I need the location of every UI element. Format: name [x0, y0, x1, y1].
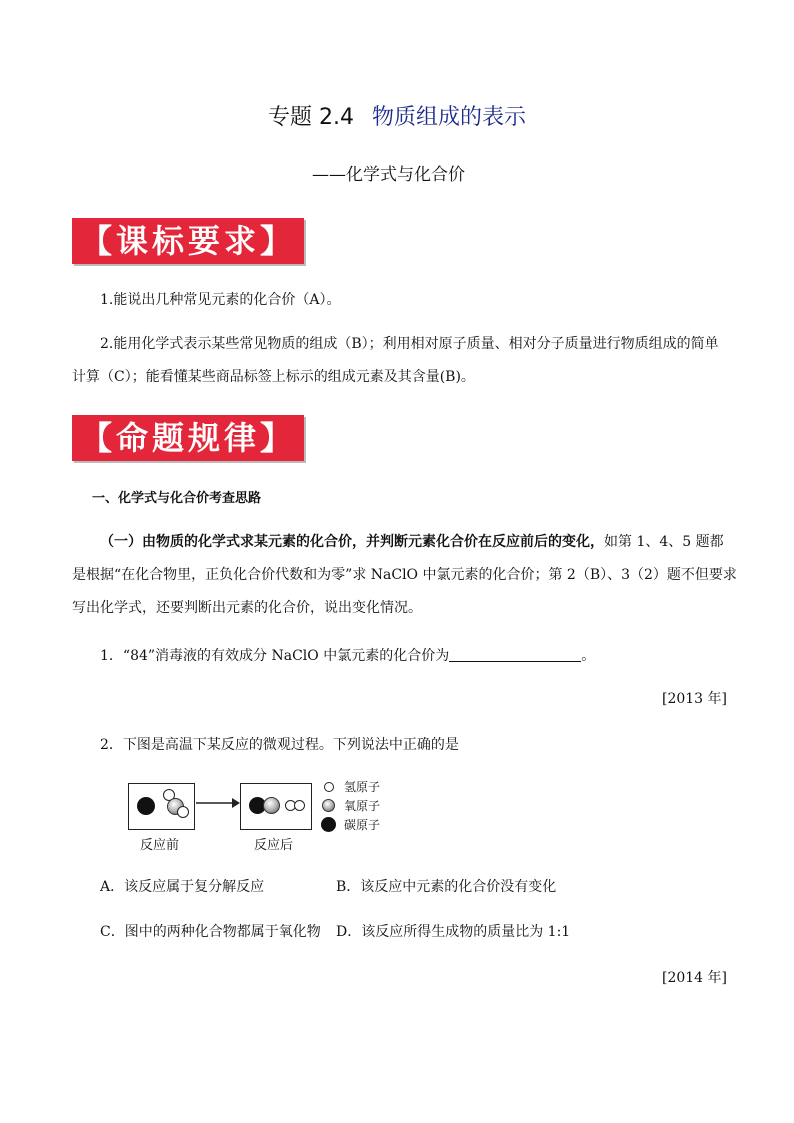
label-after: 反应后 [254, 838, 294, 853]
legend-carbon: 碳原子 [344, 818, 381, 832]
section-banner-curriculum: 【课标要求】 [72, 218, 304, 264]
paragraph-line-1-rest: 如第 1、4、5 题都 [604, 534, 724, 550]
legend-oxygen: 氧原子 [344, 799, 381, 813]
topic-title: 物质组成的表示 [371, 105, 526, 130]
option-d: D．该反应所得生成物的质量比为 1:1 [336, 924, 571, 940]
hydrogen-atom [294, 800, 305, 811]
question-1 [100, 645, 595, 667]
paragraph-bold-lead: （一）由物质的化学式求某元素的化合价，并判断元素化合价在反应前后的变化， [100, 534, 604, 550]
section-heading: 一、化学式与化合价考查思路 [92, 491, 262, 506]
curriculum-item-2-line-2: 计算（C）；能看懂某些商品标签上标示的组成元素及其含量(B)。 [72, 369, 475, 385]
section-banner-patterns: 【命题规律】 [72, 415, 304, 461]
paragraph-line-3: 写出化学式，还要判断出元素的化合价，说出变化情况。 [72, 600, 422, 616]
label-before: 反应前 [140, 838, 180, 853]
page-title [0, 100, 794, 131]
answer-blank [449, 647, 581, 662]
before-reaction-box [128, 783, 195, 830]
question-1-year: [2013 年] [662, 691, 728, 707]
option-a: A．该反应属于复分解反应 [100, 879, 265, 895]
curriculum-item-2-line-1: 2.能用化学式表示某些常见物质的组成（B）；利用相对原子质量、相对分子质量进行物质组成的简单 [100, 336, 719, 352]
oxygen-legend-icon [322, 799, 335, 812]
question-2-text: 2．下图是高温下某反应的微观过程。下列说法中正确的是 [100, 737, 459, 753]
carbon-legend-icon [321, 817, 336, 832]
figure-legend [320, 778, 390, 838]
question-1-text: 1．“84”消毒液的有效成分 NaClO 中氯元素的化合价为 [100, 648, 450, 664]
question-1-end: 。 [581, 648, 596, 664]
after-reaction-box [240, 783, 312, 830]
paragraph-line-2: 是根据“在化合物里，正负化合价代数和为零”求 NaClO 中氯元素的化合价；第 2（B）、3（2）题不但要求 [72, 567, 737, 583]
curriculum-item-1: 1.能说出几种常见元素的化合价（A）。 [100, 292, 341, 308]
option-c: C．图中的两种化合物都属于氧化物 [100, 924, 321, 940]
option-b: B．该反应中元素的化合价没有变化 [336, 879, 557, 895]
hydrogen-atom [177, 806, 189, 818]
legend-hydrogen: 氢原子 [344, 780, 381, 794]
page-subtitle: ——化学式与化合价 [312, 165, 465, 185]
carbon-atom [137, 797, 155, 815]
oxygen-atom [263, 797, 280, 814]
paragraph-line-1 [100, 531, 724, 553]
topic-number: 专题 2.4 [268, 105, 354, 130]
question-2-year: [2014 年] [662, 970, 728, 986]
reaction-arrow [196, 796, 240, 810]
hydrogen-legend-icon [324, 782, 334, 792]
